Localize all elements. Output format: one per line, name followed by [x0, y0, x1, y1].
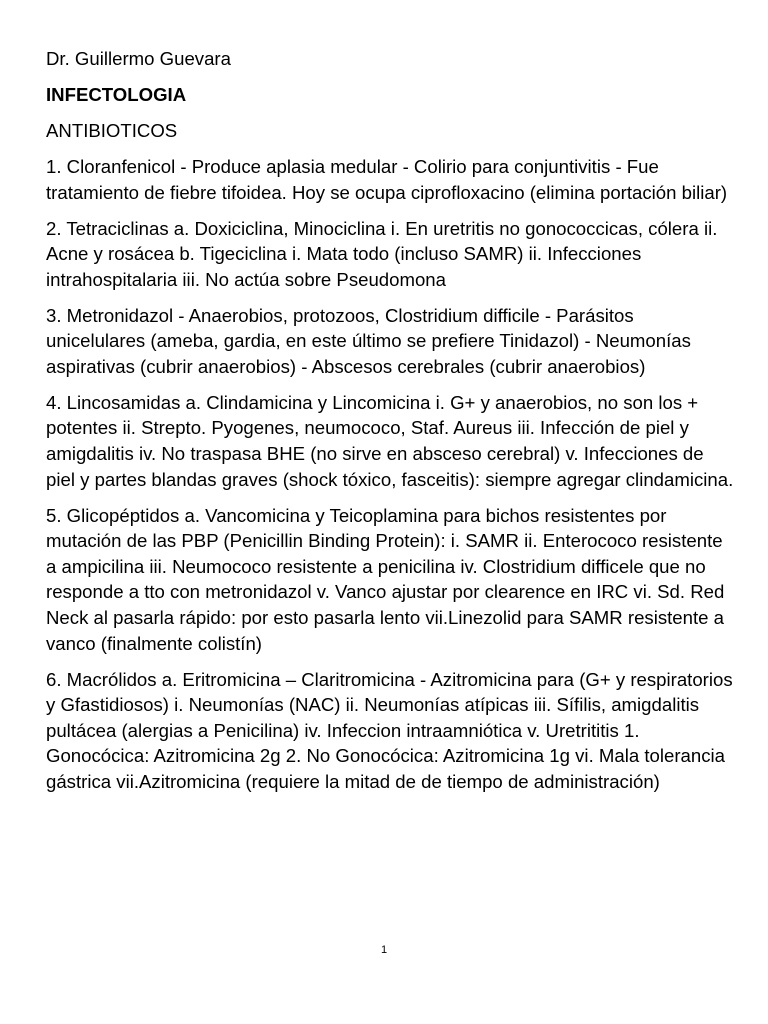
item-glicopeptidos: 5. Glicopéptidos a. Vancomicina y Teicoplamina para bichos resistentes por mutación de las PBP (Penicillin Binding Protein): i. SAMR ii. Enterococo resistente a ampicilina iii. Neumococo resistente a penicilina iv. Clostridium difficele que no responde a tto con metronidazol v. Vanco ajustar por clearence en IRC vi. Sd. Red Neck al pasarla rápido: por esto pasarla lento vii.Linezolid para SAMR resistente a vanco (finalmente colistín): [46, 504, 725, 654]
specialty-heading: INFECTOLOGIA: [46, 83, 187, 105]
item-lincosamidas: 4. Lincosamidas a. Clindamicina y Lincomicina i. G+ y anaerobios, no son los + potentes ii. Strepto. Pyogenes, neumococo, Staf. Aureus iii. Infección de piel y amigdalitis iv. No traspasa BHE (no sirve en absceso cerebral) v. Infecciones de piel y partes blandas graves (shock tóxico, fasceitis): siempre agregar clindamicina.: [46, 391, 734, 490]
section-title: ANTIBIOTICOS: [46, 119, 178, 141]
item-tetraciclinas: 2. Tetraciclinas a. Doxiciclina, Minociclina i. En uretritis no gonococcicas, cólera ii. Acne y rosácea b. Tigeciclina i. Mata todo (incluso SAMR) ii. Infecciones intrahospitalaria iii. No actúa sobre Pseudomona: [46, 217, 718, 290]
page-number: 1: [380, 944, 388, 956]
item-macrolidos: 6. Macrólidos a. Eritromicina – Claritromicina - Azitromicina para (G+ y respiratorios y Gfastidiosos) i. Neumonías (NAC) ii. Neumonías atípicas iii. Sífilis, amigdalitis pultácea (alergias a Penicilina) iv. Infeccion intraamniótica v. Uretrititis 1. Gonocócica: Azitromicina 2g 2. No Gonocócica: Azitromicina 1g vi. Mala tolerancia gástrica vii.Azitromicina (requiere la mitad de de tiempo de administración): [46, 668, 733, 792]
item-cloranfenicol: 1. Cloranfenicol - Produce aplasia medular - Colirio para conjuntivitis - Fue tratamiento de fiebre tifoidea. Hoy se ocupa ciprofloxacino (elimina portación biliar): [46, 155, 728, 203]
item-metronidazol: 3. Metronidazol - Anaerobios, protozoos, Clostridium difficile - Parásitos unicelulares (ameba, gardia, en este último se prefiere Tinidazol) - Neumonías aspirativas (cubrir anaerobios) - Abscesos cerebrales (cubrir anaerobios): [46, 304, 691, 377]
author-line: Dr. Guillermo Guevara: [46, 48, 231, 69]
document-body: [46, 46, 736, 805]
